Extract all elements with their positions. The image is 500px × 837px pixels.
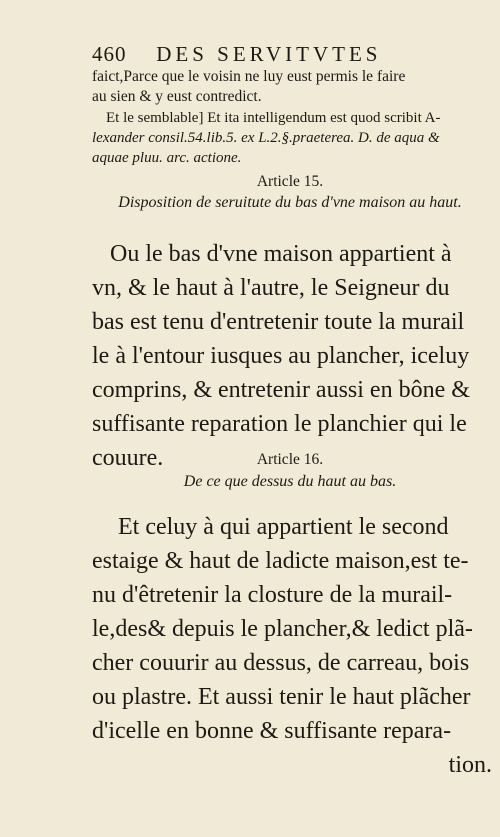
text-line: suffisante reparation le planchier qui le bbox=[92, 411, 467, 437]
text-line: nu d'êtretenir la closture de la murail- bbox=[92, 582, 453, 608]
text-line: cher couurir au dessus, de carreau, bois bbox=[92, 650, 470, 676]
text-line: d'icelle en bonne & suffisante repara- bbox=[92, 718, 452, 744]
article-15-body bbox=[92, 237, 492, 475]
text-line: estaige & haut de ladicte maison,est te- bbox=[92, 548, 469, 574]
page-number: 460 bbox=[92, 42, 127, 66]
text-line: au sien & y eust contredict. bbox=[92, 88, 262, 105]
text-line: bas est tenu d'entretenir toute la murail bbox=[92, 309, 465, 335]
article-16-body bbox=[92, 510, 492, 782]
text-line: tion. bbox=[448, 752, 492, 778]
text-line: couure. bbox=[92, 445, 164, 471]
text-line: le,des& depuis le plancher,& ledict plã- bbox=[92, 616, 473, 642]
text-line: vn, & le haut à l'autre, le Seigneur du bbox=[92, 275, 450, 301]
text-line: faict,Parce que le voisin ne luy eust permis le faire bbox=[92, 68, 406, 85]
text-line: lexander consil.54.lib.5. ex L.2.§.praeterea. D. de aqua & bbox=[92, 130, 440, 146]
article-16-heading: Article 16. bbox=[256, 451, 324, 468]
text-line: comprins, & entretenir aussi en bône & bbox=[92, 377, 470, 403]
running-title: DES SERVITVTES bbox=[156, 42, 382, 66]
article-15-rubric: Disposition de seruitute du bas d'vne maison au haut. bbox=[118, 194, 462, 211]
text-line: aquae pluu. arc. actione. bbox=[92, 150, 242, 166]
article-16-rubric: De ce que dessus du haut au bas. bbox=[183, 473, 397, 490]
text-line: Ou le bas d'vne maison appartient à bbox=[110, 241, 452, 267]
article-15-heading: Article 15. bbox=[256, 173, 324, 190]
text-line: ou plastre. Et aussi tenir le haut plãcher bbox=[92, 684, 471, 710]
text-line: le à l'entour iusques au plancher, iceluy bbox=[92, 343, 470, 369]
running-header bbox=[92, 42, 472, 67]
reference-note bbox=[92, 108, 488, 168]
text-line: Et celuy à qui appartient le second bbox=[118, 514, 449, 540]
top-passage bbox=[92, 67, 488, 107]
text-line: Et le semblable] Et ita intelligendum est quod scribit A- bbox=[106, 110, 441, 126]
